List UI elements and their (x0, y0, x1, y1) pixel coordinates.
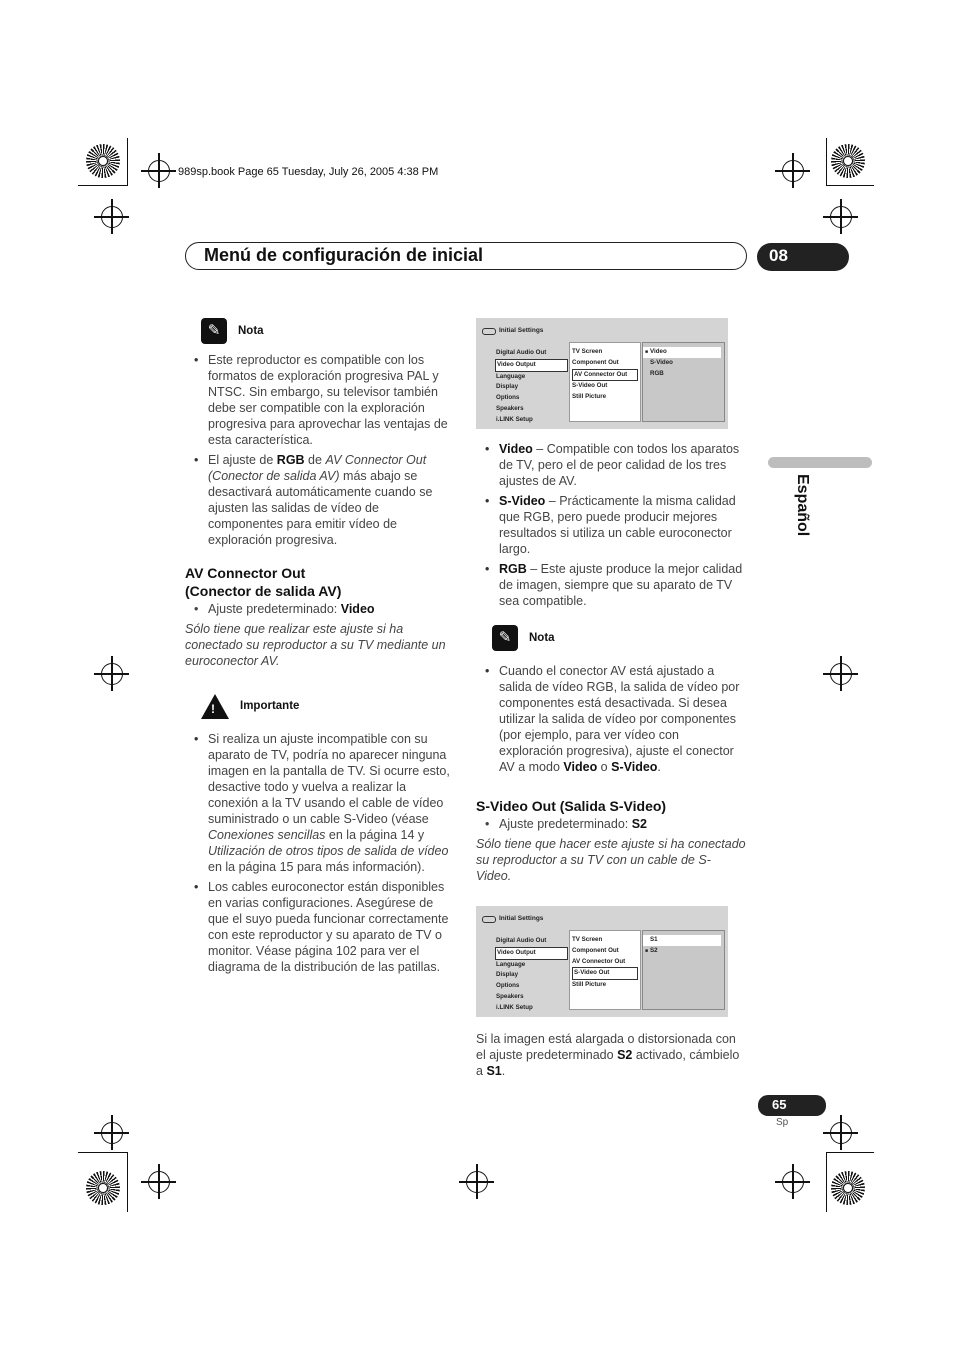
list-item: • Este reproductor es compatible con los formatos de exploración progresiva PAL y NTSC. Sin embargo, su televisor también debe ser compatible con la exploración progresiva para aprovechar las ventajas de esta característica. (185, 352, 457, 448)
screen-header: Initial Settings (482, 911, 543, 927)
crosshair-mark (148, 1171, 170, 1193)
page-number: 65 (758, 1095, 826, 1116)
section-title-av-connector: AV Connector Out (Conector de salida AV) (185, 565, 342, 599)
list-item: • El ajuste de RGB de AV Connector Out (Conector de salida AV) más abajo se desactivará automáticamente cuando se ajusten las salidas de vídeo de componentes para emitir vídeo de exploración progresiva. (185, 452, 457, 548)
option[interactable]: S-Video (650, 358, 673, 366)
crop-mark (826, 185, 874, 186)
default-setting: • Ajuste predeterminado: S2 (476, 816, 746, 832)
section-title-svideo: S-Video Out (Salida S-Video) (476, 798, 667, 814)
pencil-icon: ✎ (201, 318, 227, 344)
settings-menu (496, 348, 568, 426)
warning-icon: ! (201, 694, 229, 719)
list-item: • RGB – Este ajuste produce la mejor calidad de imagen, siempre que su aparato de TV sea compatible. (476, 561, 746, 609)
settings-screen-svideo (476, 906, 728, 1017)
crop-mark (826, 1152, 827, 1212)
note-heading: ✎ Nota (201, 316, 457, 346)
default-setting: • Ajuste predeterminado: Video (185, 601, 457, 617)
disc-icon (482, 328, 496, 335)
submenu-item[interactable]: AV Connector Out (572, 957, 626, 965)
menu-item[interactable]: Language (496, 960, 526, 968)
print-header: 989sp.book Page 65 Tuesday, July 26, 2005 4:38 PM (178, 166, 439, 178)
pencil-icon: ✎ (492, 625, 518, 651)
crop-mark (127, 1152, 128, 1212)
crop-mark (127, 138, 128, 186)
settings-screen-av-connector (476, 318, 728, 429)
option[interactable]: RGB (650, 369, 664, 377)
right-column (476, 316, 746, 1079)
registration-rosette-bottom-left (86, 1171, 120, 1205)
closing-paragraph: Si la imagen está alargada o distorsionada con el ajuste predeterminado S2 activado, cámbielo a S1. (476, 1032, 740, 1078)
crosshair-mark (782, 1171, 804, 1193)
submenu-item[interactable]: Still Picture (572, 393, 607, 401)
option-selected[interactable]: ■ Video (643, 347, 721, 358)
menu-item-selected[interactable]: Video Output (495, 359, 568, 372)
registration-rosette-top-left (86, 144, 120, 178)
submenu-item[interactable]: Component Out (572, 358, 619, 366)
settings-menu (496, 936, 568, 1014)
submenu-item-selected[interactable]: AV Connector Out (572, 369, 638, 382)
crosshair-mark (101, 663, 123, 685)
chapter-badge: 08 (757, 243, 849, 271)
crosshair-mark (830, 663, 852, 685)
submenu-item[interactable]: TV Screen (572, 348, 603, 355)
crosshair-mark (101, 1122, 123, 1144)
crop-mark (78, 185, 128, 186)
settings-options (642, 930, 725, 1010)
settings-options (642, 342, 725, 422)
crosshair-mark (782, 160, 804, 182)
list-item: • Cuando el conector AV está ajustado a salida de vídeo RGB, la salida de vídeo por componentes está desactivada. Si desea utilizar la salida de vídeo por componentes (por ejemplo, para ver vídeo con exploración progresiva), ajuste el conector AV a modo Video o S-Video. (476, 663, 746, 775)
menu-item[interactable]: Options (496, 394, 520, 402)
menu-item[interactable]: i.LINK Setup (496, 415, 533, 423)
crop-mark (826, 138, 827, 186)
section-description: Sólo tiene que hacer este ajuste si ha conectado su reproductor a su TV con un cable de S-Video. (476, 837, 746, 883)
crosshair-mark (830, 206, 852, 228)
menu-item[interactable]: Digital Audio Out (496, 937, 547, 944)
list-item: • Video – Compatible con todos los aparatos de TV, pero el de peor calidad de los tres ajustes de AV. (476, 441, 746, 489)
crosshair-mark (148, 160, 170, 182)
language-label: Español (794, 474, 811, 537)
crosshair-mark (101, 206, 123, 228)
page-language: Sp (776, 1117, 789, 1128)
menu-item[interactable]: Options (496, 982, 520, 990)
language-tab (768, 457, 872, 468)
section-description: Sólo tiene que realizar este ajuste si ha conectado su reproductor a su TV mediante un euroconector AV. (185, 622, 446, 668)
submenu-item[interactable]: Still Picture (572, 981, 607, 989)
option[interactable]: ■ S2 (643, 946, 724, 957)
screen-header: Initial Settings (482, 323, 543, 339)
list-item: • Los cables euroconector están disponibles en varias configuraciones. Asegúrese de que el suyo pueda funcionar correctamente con este reproductor y su aparato de TV o monitor. Véase página 102 para ver el diagrama de la distribución de las patillas. (185, 879, 457, 975)
menu-item[interactable]: Display (496, 383, 519, 391)
important-heading: ! Importante (201, 691, 457, 721)
submenu-item[interactable]: Component Out (572, 946, 619, 954)
note-heading: ✎ Nota (492, 623, 746, 653)
menu-item[interactable]: Speakers (496, 404, 524, 412)
option-selected[interactable]: S1 (643, 935, 721, 946)
list-item: • Si realiza un ajuste incompatible con su aparato de TV, podría no aparecer ninguna imagen en la pantalla de TV. Si ocurre esto, desactive todo y vuelva a realizar la conexión a la TV usando el cable de vídeo suministrado o un cable S-Video (véase Conexiones sencillas en la página 14 y Utilización de otros tipos de salida de vídeo en la página 15 para más información). (185, 731, 457, 875)
submenu-item-selected[interactable]: S-Video Out (572, 967, 638, 980)
settings-submenu (569, 930, 641, 1010)
crop-mark (826, 1152, 874, 1153)
submenu-item[interactable]: TV Screen (572, 936, 603, 943)
menu-item[interactable]: Language (496, 372, 526, 380)
left-column (185, 316, 457, 979)
submenu-item[interactable]: S-Video Out (572, 382, 608, 390)
list-item: • S-Video – Prácticamente la misma calidad que RGB, pero puede producir mejores resultados si utiliza un cable euroconector largo. (476, 493, 746, 557)
page-title: Menú de configuración de inicial (204, 245, 484, 265)
crosshair-mark (830, 1122, 852, 1144)
disc-icon (482, 916, 496, 923)
menu-item[interactable]: i.LINK Setup (496, 1003, 533, 1011)
settings-submenu (569, 342, 641, 422)
menu-item-selected[interactable]: Video Output (495, 947, 568, 960)
crosshair-mark (466, 1171, 488, 1193)
crop-mark (78, 1152, 128, 1153)
registration-rosette-top-right (831, 144, 865, 178)
menu-item[interactable]: Speakers (496, 992, 524, 1000)
menu-item[interactable]: Display (496, 971, 519, 979)
menu-item[interactable]: Digital Audio Out (496, 349, 547, 356)
registration-rosette-bottom-right (831, 1171, 865, 1205)
